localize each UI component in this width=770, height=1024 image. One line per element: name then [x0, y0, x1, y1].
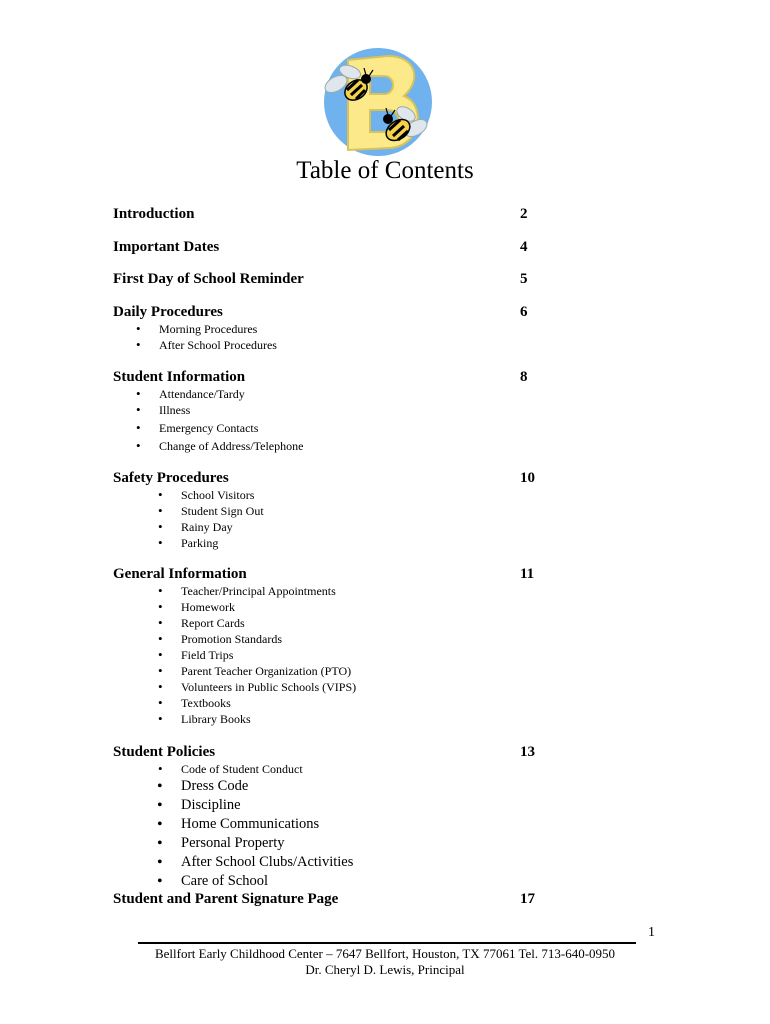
list-item: • Morning Procedures	[159, 321, 277, 337]
footer-principal: Dr. Cheryl D. Lewis, Principal	[305, 962, 465, 977]
list-item: • Homework	[181, 599, 356, 615]
list-item: • After School Clubs/Activities	[181, 853, 353, 872]
toc-entry-student-information: Student Information	[113, 369, 246, 385]
list-item: • School Visitors	[181, 487, 264, 503]
toc-entry-important-dates: Important Dates	[113, 239, 220, 255]
list-item: • Teacher/Principal Appointments	[181, 583, 356, 599]
list-item: • Attendance/Tardy	[159, 386, 303, 402]
footer-divider	[138, 942, 636, 944]
list-item: • Emergency Contacts	[159, 420, 303, 436]
toc-page-number: 17	[520, 891, 535, 907]
list-item: • Code of Student Conduct	[181, 761, 303, 777]
list-item: • Parent Teacher Organization (PTO)	[181, 663, 356, 679]
toc-page-number: 5	[520, 271, 528, 287]
toc-page-number: 10	[520, 470, 535, 486]
list-item: • Personal Property	[181, 834, 353, 853]
toc-entry-signature-page: Student and Parent Signature Page	[113, 891, 339, 907]
list-item: • Promotion Standards	[181, 631, 356, 647]
toc-page-number: 2	[520, 206, 528, 222]
toc-entry-daily-procedures: Daily Procedures	[113, 304, 223, 320]
toc-entry-general-information: General Information	[113, 566, 247, 582]
toc-page-number: 6	[520, 304, 528, 320]
list-item: • Report Cards	[181, 615, 356, 631]
toc-page-number: 8	[520, 369, 528, 385]
list-item: • Student Sign Out	[181, 503, 264, 519]
list-item: • Change of Address/Telephone	[159, 438, 303, 454]
general-information-list	[181, 583, 356, 727]
footer-address: Bellfort Early Childhood Center – 7647 Bellfort, Houston, TX 77061 Tel. 713-640-0950	[154, 946, 616, 961]
toc-page-number: 4	[520, 239, 528, 255]
student-policies-list-large	[181, 777, 353, 891]
list-item: • Rainy Day	[181, 519, 264, 535]
list-item: • Dress Code	[181, 777, 353, 796]
page-number: 1	[648, 925, 655, 940]
toc-page-number: 11	[520, 566, 535, 582]
list-item: • Field Trips	[181, 647, 356, 663]
student-policies-list	[181, 761, 303, 777]
list-item: • Parking	[181, 535, 264, 551]
daily-procedures-list	[159, 321, 277, 353]
school-bee-logo	[318, 42, 440, 160]
list-item: • Discipline	[181, 796, 353, 815]
safety-procedures-list	[181, 487, 264, 551]
student-information-list	[159, 386, 303, 454]
toc-entry-student-policies: Student Policies	[113, 744, 216, 760]
toc-page-number: 13	[520, 744, 535, 760]
page-title: Table of Contents	[296, 157, 474, 184]
list-item: • Care of School	[181, 872, 353, 891]
toc-entry-introduction: Introduction	[113, 206, 195, 222]
list-item: • Textbooks	[181, 695, 356, 711]
list-item: • Library Books	[181, 711, 356, 727]
list-item: • Illness	[159, 402, 303, 418]
list-item: • Volunteers in Public Schools (VIPS)	[181, 679, 356, 695]
list-item: • After School Procedures	[159, 337, 277, 353]
list-item: • Home Communications	[181, 815, 353, 834]
toc-entry-first-day: First Day of School Reminder	[113, 271, 304, 287]
toc-entry-safety-procedures: Safety Procedures	[113, 470, 229, 486]
